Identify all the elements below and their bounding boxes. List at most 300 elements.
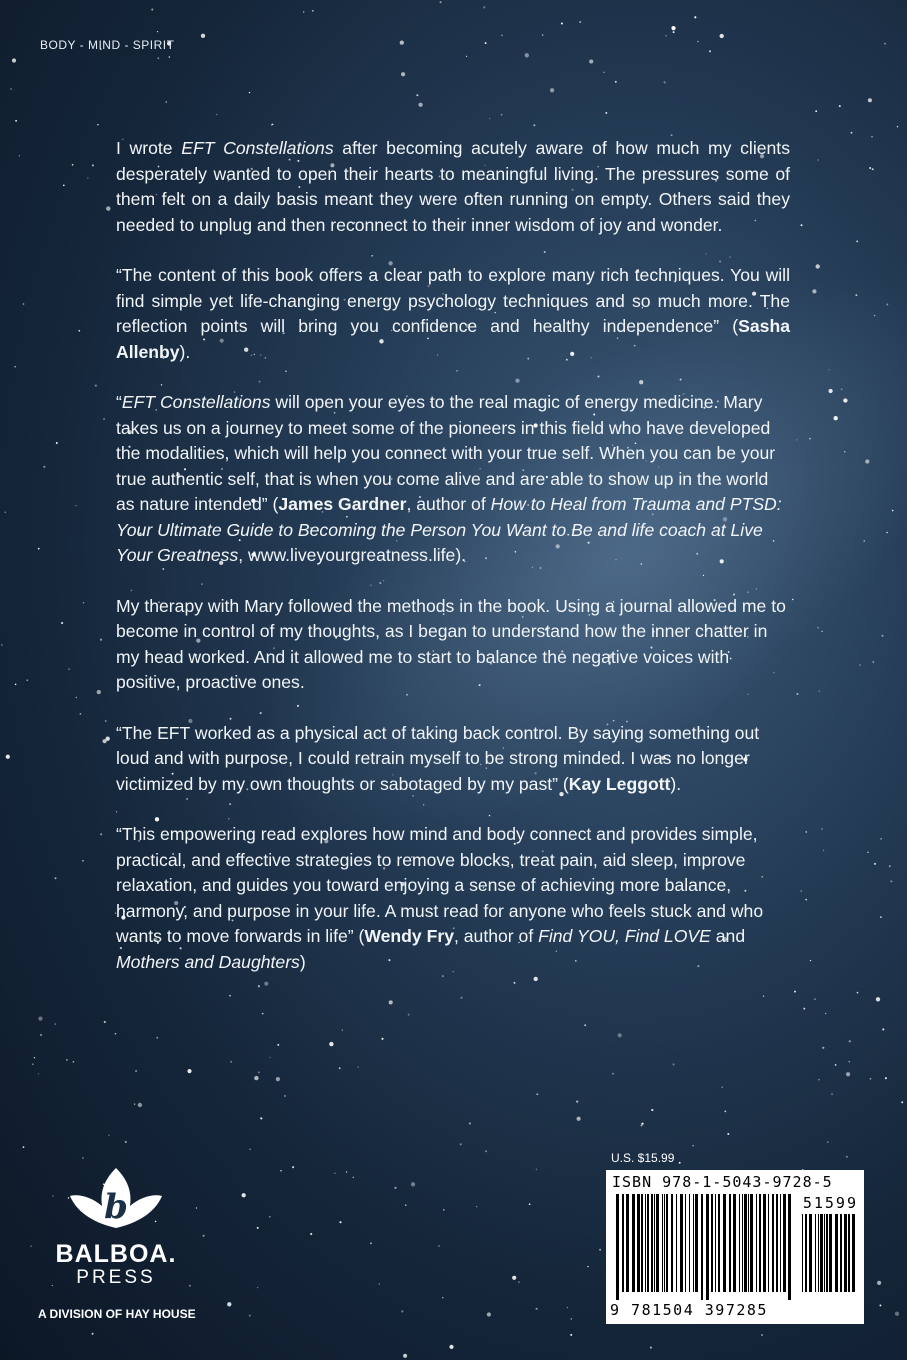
barcode-bar — [622, 1194, 624, 1292]
star — [821, 631, 822, 632]
star — [844, 451, 845, 452]
star — [880, 916, 882, 918]
star — [536, 1308, 538, 1310]
star — [865, 459, 869, 463]
star — [839, 105, 841, 107]
star — [529, 1203, 531, 1205]
barcode-bar — [706, 1194, 709, 1300]
barcode-bar — [742, 1194, 743, 1292]
star — [587, 1266, 588, 1267]
barcode-bar — [656, 1194, 659, 1292]
barcode-bar — [829, 1214, 832, 1292]
star — [870, 1078, 872, 1080]
star — [203, 1235, 205, 1237]
barcode-bar — [616, 1194, 619, 1300]
star — [892, 510, 894, 512]
star — [108, 1135, 109, 1136]
star — [694, 16, 696, 18]
barcode-bar — [666, 1194, 668, 1292]
barcode-bar — [759, 1194, 761, 1292]
star — [872, 661, 874, 663]
star — [389, 1000, 393, 1004]
star — [584, 1024, 586, 1026]
back-cover-copy — [116, 136, 790, 1000]
star — [43, 466, 45, 468]
star — [83, 602, 85, 604]
star — [823, 850, 824, 851]
star — [378, 1283, 380, 1285]
barcode-bar — [783, 1194, 786, 1292]
star — [19, 155, 20, 156]
star — [157, 31, 158, 32]
star — [851, 132, 853, 134]
star — [794, 991, 796, 993]
star — [834, 416, 838, 420]
star — [651, 1109, 653, 1111]
barcode-bar — [729, 1194, 731, 1292]
star — [665, 35, 667, 37]
barcode-bar — [818, 1214, 819, 1292]
star — [814, 998, 816, 1000]
star — [353, 1177, 354, 1178]
barcode-bar — [641, 1194, 643, 1292]
star — [821, 828, 822, 829]
star — [810, 960, 811, 961]
star — [284, 1095, 285, 1096]
star — [403, 1354, 407, 1358]
star — [401, 1310, 403, 1312]
star — [869, 167, 871, 169]
star — [10, 88, 11, 89]
isbn-barcode — [606, 1170, 864, 1324]
star — [863, 540, 865, 542]
barcode-bar — [718, 1194, 720, 1292]
barcode-bar — [744, 1194, 747, 1292]
intro-paragraph: I wrote EFT Constellations after becoming acutely aware of how much my clients desperately wanted to open their hearts to meaningful living. The pressures some of them felt on a daily basis meant they were often running on empty. Others said they needed to unplug and then reconnect to their inner wisdom of joy and wonder. — [116, 138, 790, 235]
barcode-bar — [689, 1194, 690, 1292]
star — [460, 1143, 462, 1145]
star — [15, 684, 17, 686]
star — [100, 833, 102, 835]
star — [249, 1315, 251, 1317]
star — [262, 1013, 264, 1015]
star — [487, 1312, 491, 1316]
star — [589, 59, 593, 63]
star — [877, 1281, 881, 1285]
star — [855, 294, 857, 296]
star — [156, 1037, 158, 1039]
star — [400, 40, 404, 44]
barcode-bar — [844, 1214, 847, 1292]
star — [673, 1063, 675, 1065]
endorsement-allenby: “The content of this book offers a clear path to explore many rich techniques. You will find simple yet life-changing energy psychology techniques and so much more. The reflection points will bring you confidence and healthy independence” (Sasha Allenby). — [116, 265, 790, 362]
star — [95, 384, 97, 386]
star — [615, 81, 617, 83]
client-testimonial: My therapy with Mary followed the methods in the book. Using a journal allowed me to become in control of my thoughts, as I began to understand how the inner chatter in my head worked. And it allowed me to start to balance the negative voices with positive, proactive ones. — [116, 595, 786, 692]
star — [884, 43, 886, 45]
star — [697, 41, 698, 42]
star — [886, 532, 888, 534]
star — [310, 1233, 312, 1235]
star — [443, 1209, 444, 1210]
star — [576, 1101, 578, 1103]
barcode-bar — [835, 1214, 838, 1292]
star — [381, 1038, 383, 1040]
star — [846, 1156, 848, 1158]
star — [876, 997, 880, 1001]
star — [38, 1073, 39, 1074]
star — [187, 1069, 191, 1073]
star — [817, 159, 818, 160]
endorser-book-title: Find YOU, Find LOVE — [538, 926, 711, 946]
barcode-bar — [776, 1194, 778, 1292]
star — [466, 56, 467, 57]
star — [724, 1111, 726, 1113]
star — [489, 118, 490, 119]
endorser-name: Wendy Fry — [364, 926, 454, 946]
star — [82, 860, 84, 862]
star — [258, 1071, 260, 1073]
star — [346, 1171, 347, 1172]
barcode-bar — [695, 1194, 698, 1292]
star — [485, 42, 487, 44]
barcode-bar — [651, 1194, 653, 1292]
star — [169, 56, 171, 58]
barcode-bar — [645, 1194, 646, 1292]
star — [709, 50, 711, 52]
star — [831, 1093, 833, 1095]
endorser-name: Kay Leggott — [568, 773, 671, 794]
star — [230, 1061, 232, 1063]
star — [571, 1318, 573, 1320]
star — [872, 168, 874, 170]
star — [469, 1122, 471, 1124]
star — [166, 101, 168, 103]
star — [518, 1281, 519, 1282]
book-title: EFT Constellations — [181, 138, 334, 158]
barcode-bar — [654, 1194, 655, 1292]
star — [277, 1044, 279, 1046]
star — [55, 877, 57, 879]
star — [449, 1345, 453, 1349]
star — [886, 304, 888, 306]
barcode-bar — [685, 1194, 686, 1292]
barcode-bar — [824, 1214, 825, 1292]
star — [401, 72, 405, 76]
barcode-bar — [780, 1194, 781, 1292]
barcode-bar — [693, 1194, 694, 1292]
star — [483, 6, 485, 8]
star — [835, 1064, 837, 1066]
star — [269, 1216, 271, 1218]
price-code: 51599 — [802, 1194, 858, 1212]
star — [679, 1162, 681, 1164]
star — [271, 124, 273, 126]
star — [106, 206, 110, 210]
ean-number: 9 781504 397285 — [610, 1301, 768, 1319]
barcode-bar — [632, 1194, 635, 1292]
star — [761, 1334, 763, 1336]
star — [339, 1067, 341, 1069]
star — [242, 1193, 246, 1197]
star — [650, 1347, 652, 1349]
star — [536, 1169, 538, 1171]
star — [269, 1057, 270, 1058]
star — [66, 1059, 68, 1061]
star — [605, 112, 607, 114]
star — [411, 1182, 415, 1186]
barcode-bar — [671, 1194, 673, 1292]
barcode-bar — [788, 1194, 791, 1300]
star — [30, 1246, 31, 1247]
star — [796, 439, 797, 440]
star — [867, 852, 868, 853]
star — [370, 1242, 372, 1244]
star — [157, 57, 159, 59]
star — [692, 1145, 693, 1146]
star — [339, 1221, 341, 1223]
barcode-bar — [852, 1214, 855, 1292]
star — [816, 264, 820, 268]
star — [257, 1287, 259, 1289]
star — [817, 627, 819, 629]
star — [570, 1334, 572, 1336]
star — [512, 1276, 516, 1280]
star — [843, 398, 847, 402]
star — [827, 1141, 829, 1143]
star — [68, 668, 69, 669]
barcode-bar — [647, 1194, 649, 1292]
star — [6, 755, 10, 759]
star — [897, 126, 898, 127]
star — [334, 1173, 335, 1174]
barcode-bar — [820, 1214, 823, 1292]
barcode-bar — [750, 1194, 753, 1292]
star — [868, 98, 872, 102]
barcode-bar — [711, 1194, 713, 1292]
star — [812, 289, 816, 293]
star — [82, 1157, 84, 1159]
star — [841, 388, 843, 390]
star — [23, 303, 25, 305]
star — [61, 622, 63, 624]
barcode-bar — [676, 1194, 677, 1292]
barcode-bar — [733, 1194, 736, 1292]
star — [501, 114, 503, 116]
star — [151, 9, 153, 11]
star — [442, 1297, 443, 1298]
publisher-logo — [36, 1166, 196, 1321]
star — [856, 241, 858, 243]
barcode-bar — [763, 1194, 766, 1292]
endorsement-gardner: “EFT Constellations will open your eyes to the real magic of energy medicine. Mary takes us on a journey to meet some of the pioneers in this field who have developed the modalities, which will help you connect with your true self. When you can be your true authentic self, that is when you come alive and are able to show up in the world as nature intended” (James Gardner, author of How to Heal from Trauma and PTSD: Your Ultimate Guide to Becoming the Person You Want to Be and life coach at Live Your Greatness, www.liveyourgreatness.life). — [116, 392, 782, 565]
barcode-bar — [805, 1214, 807, 1292]
barcode-bar — [826, 1214, 828, 1292]
star — [292, 1166, 294, 1168]
star — [809, 438, 811, 440]
star — [201, 34, 205, 38]
star — [105, 720, 107, 722]
star — [72, 164, 74, 166]
star — [276, 1077, 280, 1081]
star — [303, 11, 304, 12]
star — [32, 1064, 33, 1065]
star — [254, 1076, 258, 1080]
star — [55, 1023, 56, 1024]
star — [801, 224, 803, 226]
star — [56, 442, 58, 444]
star — [849, 1040, 851, 1042]
star — [599, 1249, 601, 1251]
star — [249, 1149, 250, 1150]
star — [103, 739, 107, 743]
barcode-bar — [748, 1194, 749, 1292]
publisher-division: A DIVISION OF HAY HOUSE — [38, 1307, 196, 1321]
star — [107, 738, 108, 739]
star — [603, 72, 604, 73]
star — [87, 177, 88, 178]
star — [76, 697, 77, 698]
barcode-bar — [840, 1214, 842, 1292]
barcode-bar — [637, 1194, 640, 1292]
star — [23, 1146, 25, 1148]
addon-barcode-bars — [802, 1214, 860, 1300]
barcode-bar — [848, 1214, 850, 1292]
star — [618, 1033, 622, 1037]
star — [260, 1117, 262, 1119]
endorsement-fry: “This empowering read explores how mind and body connect and provides simple, practical, and effective strategies to remove blocks, treat pain, aid sleep, improve relaxation, and guides you toward enjoying a sense of achieving more balance, harmony, and purpose in your life. A must read for anyone who feels stuck and who wants to move forwards in life” (Wendy Fry, author of Find YOU, Find LOVE and Mothers and Daughters) — [116, 824, 764, 972]
star — [792, 599, 793, 600]
star — [542, 34, 544, 36]
star — [329, 1042, 333, 1046]
star — [97, 124, 98, 125]
star — [485, 1150, 487, 1152]
star — [38, 1017, 42, 1021]
barcode-bar — [701, 1194, 703, 1300]
star — [828, 389, 832, 393]
star — [819, 690, 820, 691]
star — [815, 110, 817, 112]
star — [134, 1103, 135, 1104]
barcode-bar — [715, 1194, 716, 1292]
star — [536, 1093, 538, 1095]
barcode-bar — [723, 1194, 726, 1292]
endorsement-leggott: “The EFT worked as a physical act of taking back control. By saying something out loud and with purpose, I could retrain myself to be strong minded. I was no longer victimized by my own thoughts or sabotaged by my past” (Kay Leggott). — [116, 722, 760, 794]
star — [871, 136, 873, 138]
star — [721, 1087, 722, 1088]
star — [671, 26, 675, 30]
star — [805, 831, 806, 832]
star — [342, 1029, 343, 1030]
endorser-book-title: Mothers and Daughters — [116, 951, 300, 972]
star — [138, 1103, 142, 1107]
star — [796, 693, 798, 695]
star — [874, 863, 876, 865]
star — [818, 1079, 820, 1081]
barcode-bar — [756, 1194, 757, 1292]
barcode-bar — [626, 1194, 629, 1292]
logo-letter: b — [104, 1187, 128, 1227]
star — [901, 1101, 903, 1103]
barcode-bar — [768, 1194, 769, 1292]
star — [80, 713, 82, 715]
star — [73, 1061, 75, 1063]
barcode-bar — [809, 1214, 812, 1292]
star — [257, 1227, 259, 1229]
publisher-name: BALBOA. — [55, 1240, 177, 1268]
star — [14, 366, 16, 368]
star — [135, 1070, 137, 1072]
star — [612, 1073, 614, 1075]
star — [1, 644, 3, 646]
endorser-name: James Gardner — [278, 494, 407, 514]
price-label: U.S. $15.99 — [611, 1151, 675, 1165]
star — [438, 1245, 439, 1246]
star — [92, 164, 94, 166]
star — [100, 639, 102, 641]
category-label: BODY - MIND - SPIRIT — [40, 38, 175, 52]
star — [476, 1206, 477, 1207]
star — [895, 1312, 899, 1316]
star — [418, 103, 422, 107]
star — [727, 1133, 729, 1135]
star — [825, 1013, 826, 1014]
star — [576, 1117, 580, 1121]
star — [26, 679, 28, 681]
star — [75, 505, 76, 506]
star — [416, 94, 418, 96]
star — [800, 890, 802, 892]
star — [525, 53, 529, 57]
star — [103, 418, 105, 420]
star — [394, 1187, 396, 1189]
star — [440, 1, 442, 3]
star — [579, 21, 581, 23]
barcode-bar — [739, 1194, 740, 1292]
star — [567, 1307, 568, 1308]
star — [216, 114, 217, 115]
star — [720, 34, 724, 38]
endorser-name: Sasha Allenby — [116, 316, 790, 362]
barcode-bar — [802, 1214, 803, 1292]
star — [561, 22, 563, 24]
star — [125, 1141, 127, 1143]
endorser-book-title: How to Heal from Trauma and PTSD: Your Ultimate Guide to Becoming the Person You Want to Be and life coach at Live Your Greatness — [116, 494, 782, 565]
star — [890, 880, 892, 882]
star — [4, 511, 6, 513]
star — [227, 1302, 231, 1306]
star — [92, 1333, 94, 1335]
star — [874, 315, 875, 316]
star — [879, 1304, 881, 1306]
barcode-bar — [772, 1194, 774, 1292]
star — [889, 865, 891, 867]
star — [881, 635, 883, 637]
star — [40, 1034, 41, 1035]
star — [408, 1014, 410, 1016]
star — [97, 690, 101, 694]
star — [880, 838, 881, 839]
star — [405, 1205, 406, 1206]
lotus-logo-icon — [66, 1166, 166, 1238]
star — [822, 1047, 824, 1049]
star — [828, 369, 829, 370]
star — [805, 899, 807, 901]
star — [859, 664, 861, 666]
star — [249, 92, 250, 93]
star — [849, 1061, 850, 1062]
star — [357, 1066, 358, 1067]
